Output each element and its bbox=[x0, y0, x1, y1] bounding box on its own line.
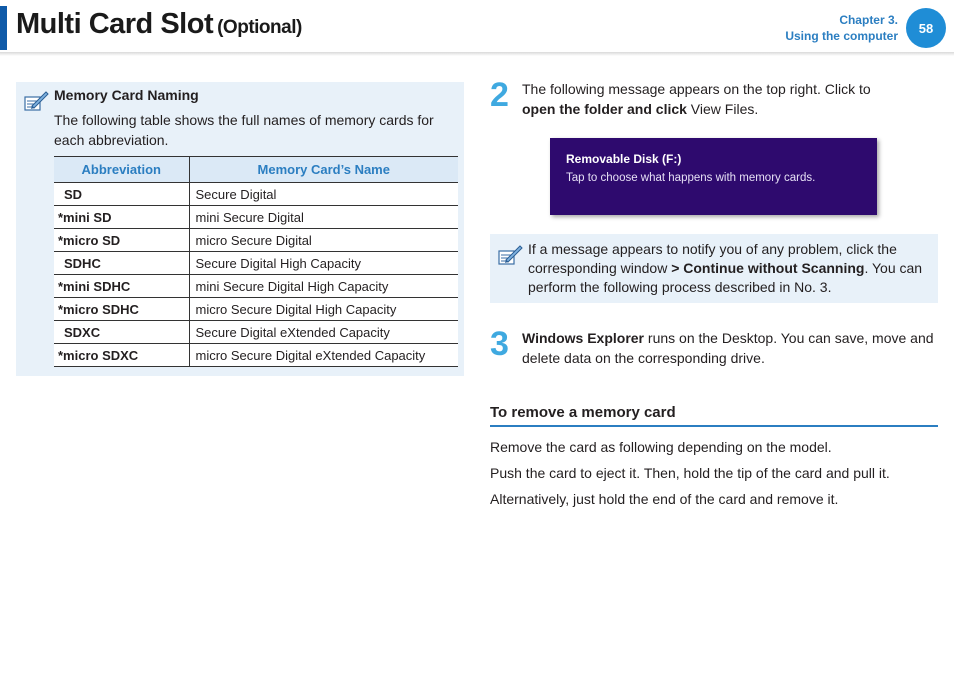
pen-note-icon bbox=[496, 242, 524, 268]
abbr-cell: *micro SDHC bbox=[54, 298, 189, 321]
table-header-row bbox=[54, 157, 458, 183]
abbr-cell: *mini SD bbox=[54, 206, 189, 229]
note-description: The following table shows the full names of memory cards for each abbreviation. bbox=[54, 112, 434, 148]
page-title: Multi Card Slot (Optional) bbox=[16, 8, 302, 40]
table-row bbox=[54, 321, 458, 344]
note-title: Memory Card Naming bbox=[54, 87, 199, 103]
name-cell: micro Secure Digital eXtended Capacity bbox=[189, 344, 458, 367]
name-cell: Secure Digital eXtended Capacity bbox=[189, 321, 458, 344]
step-2-text: The following message appears on the top right. Click to open the folder and click View Files. bbox=[522, 81, 871, 117]
header-divider bbox=[0, 52, 954, 56]
page-number-badge: 58 bbox=[906, 8, 946, 48]
chapter-number: Chapter 3. bbox=[839, 13, 898, 27]
header-accent-bar bbox=[0, 6, 7, 50]
abbr-cell: SDHC bbox=[54, 252, 189, 275]
scanning-note bbox=[490, 234, 938, 303]
page-header bbox=[0, 0, 954, 56]
table-row bbox=[54, 229, 458, 252]
remove-card-divider bbox=[490, 425, 938, 427]
step-2-number: 2 bbox=[490, 76, 509, 114]
remove-card-heading: To remove a memory card bbox=[490, 404, 676, 421]
name-cell: Secure Digital bbox=[189, 183, 458, 206]
column-header-abbreviation: Abbreviation bbox=[54, 157, 189, 183]
abbr-cell: SD bbox=[54, 183, 189, 206]
name-cell: Secure Digital High Capacity bbox=[189, 252, 458, 275]
table-row bbox=[54, 275, 458, 298]
chapter-label bbox=[785, 12, 898, 44]
notification-text: Tap to choose what happens with memory cards. bbox=[566, 172, 816, 184]
remove-line: Push the card to eject it. Then, hold the tip of the card and pull it. bbox=[490, 465, 890, 481]
table-row bbox=[54, 183, 458, 206]
table-row bbox=[54, 206, 458, 229]
page-title-suffix: (Optional) bbox=[217, 17, 302, 38]
continue-without-scanning-label: > Continue without Scanning bbox=[671, 260, 865, 276]
notification-title: Removable Disk (F:) bbox=[566, 152, 682, 166]
table-row bbox=[54, 344, 458, 367]
step-2-bold: open the folder and click bbox=[522, 101, 687, 117]
abbr-cell: SDXC bbox=[54, 321, 189, 344]
abbr-cell: *micro SDXC bbox=[54, 344, 189, 367]
table-row bbox=[54, 252, 458, 275]
memory-card-naming-note bbox=[16, 82, 464, 376]
table-row bbox=[54, 298, 458, 321]
name-cell: mini Secure Digital bbox=[189, 206, 458, 229]
step-3-number: 3 bbox=[490, 325, 509, 363]
scanning-note-text: If a message appears to notify you of any problem, click the corresponding window > Continue without Scanning. You can perform the following process described in No. 3. bbox=[528, 241, 923, 295]
name-cell: micro Secure Digital High Capacity bbox=[189, 298, 458, 321]
removable-disk-notification[interactable] bbox=[550, 138, 877, 215]
step-3-text: Windows Explorer runs on the Desktop. You can save, move and delete data on the corresponding drive. bbox=[522, 330, 934, 366]
remove-line: Alternatively, just hold the end of the card and remove it. bbox=[490, 491, 839, 507]
remove-line: Remove the card as following depending on the model. bbox=[490, 439, 832, 455]
memory-card-table bbox=[54, 156, 458, 367]
abbr-cell: *mini SDHC bbox=[54, 275, 189, 298]
step-3-bold: Windows Explorer bbox=[522, 330, 645, 346]
column-header-card-name: Memory Card’s Name bbox=[189, 157, 458, 183]
abbr-cell: *micro SD bbox=[54, 229, 189, 252]
chapter-name: Using the computer bbox=[785, 29, 898, 43]
pen-note-icon bbox=[22, 88, 50, 114]
name-cell: mini Secure Digital High Capacity bbox=[189, 275, 458, 298]
name-cell: micro Secure Digital bbox=[189, 229, 458, 252]
